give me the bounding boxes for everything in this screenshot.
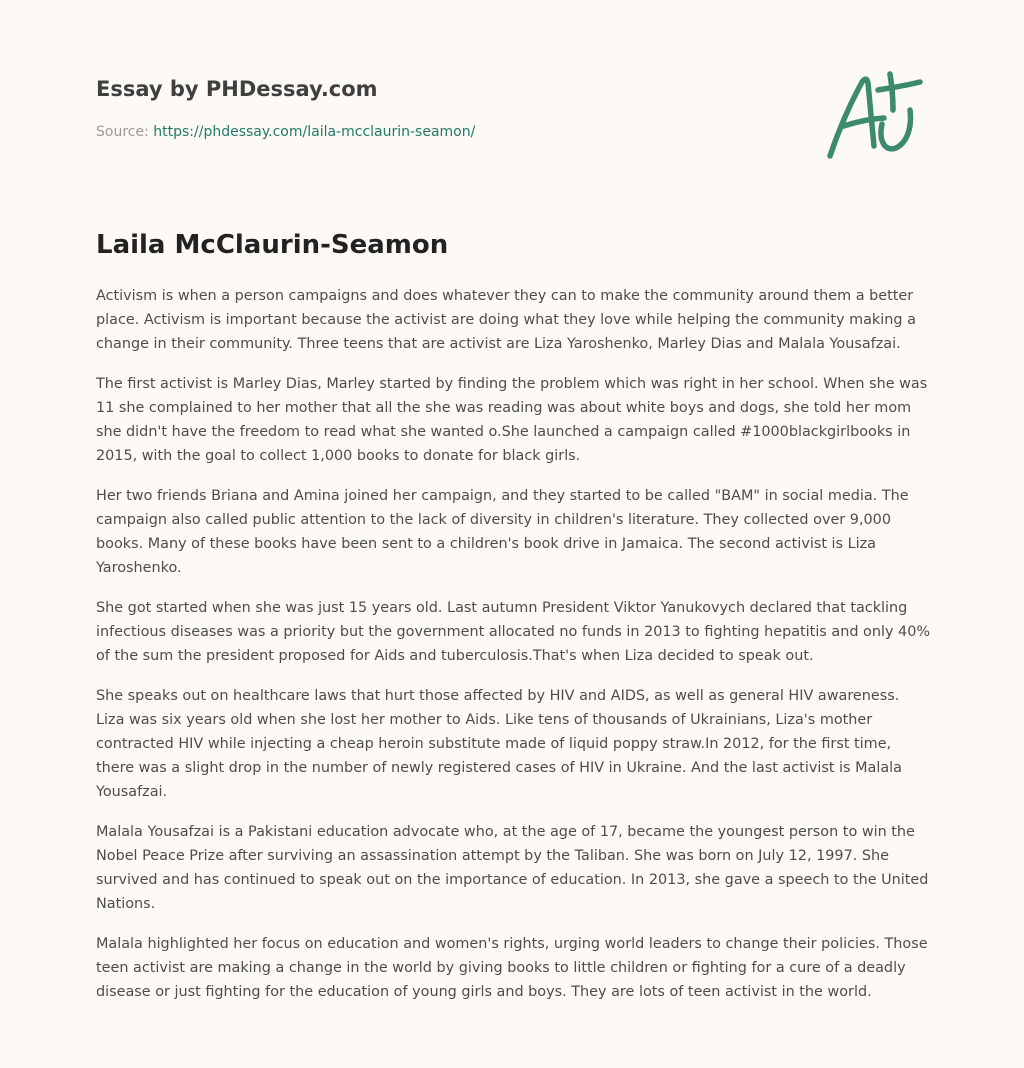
essay-title: Laila McClaurin-Seamon	[96, 230, 449, 260]
paragraph: Activism is when a person campaigns and does whatever they can to make the community around them a better place. Activism is important because the activist are doing what they love while helping the community making a change in their community. Three teens that are activist are Liza Yaroshenko, Marley Dias and Malala Yousafzai.	[96, 288, 916, 352]
essay-header	[96, 74, 926, 142]
paragraph: She got started when she was just 15 years old. Last autumn President Viktor Yanukovych declared that tackling infectious diseases was a priority but the government allocated no funds in 2013 to fighting hepatitis and only 40% of the sum the president proposed for Aids and tuberculosis.That's when Liza decided to speak out.	[96, 600, 931, 664]
paragraph: The first activist is Marley Dias, Marley started by finding the problem which was right in her school. When she was 11 she complained to her mother that all the she was reading was about white boys and dogs, she told her mom she didn't have the freedom to read what she wanted o.She launched a campaign called #1000blackgirlbooks in 2015, with the goal to collect 1,000 books to donate for black girls.	[96, 376, 928, 464]
essay-body	[96, 284, 932, 1020]
source-link[interactable]: https://phdessay.com/laila-mcclaurin-seamon/	[153, 124, 476, 140]
source-line	[96, 122, 926, 142]
paragraph: Malala Yousafzai is a Pakistani education advocate who, at the age of 17, became the youngest person to win the Nobel Peace Prize after surviving an assassination attempt by the Taliban. She was born on July 12, 1997. She survived and has continued to speak out on the importance of education. In 2013, she gave a speech to the United Nations.	[96, 824, 929, 912]
source-label: Source:	[96, 124, 149, 140]
a-plus-grade-logo-icon	[822, 66, 928, 166]
paragraph: Her two friends Briana and Amina joined her campaign, and they started to be called "BAM" in social media. The campaign also called public attention to the lack of diversity in children's literature. They collected over 9,000 books. Many of these books have been sent to a children's book drive in Jamaica. The second activist is Liza Yaroshenko.	[96, 488, 909, 576]
site-brand: Essay by PHDessay.com	[96, 77, 378, 101]
paragraph: Malala highlighted her focus on education and women's rights, urging world leaders to change their policies. Those teen activist are making a change in the world by giving books to little children or fighting for a cure of a deadly disease or just fighting for the education of young girls and boys. They are lots of teen activist in the world.	[96, 936, 928, 1000]
paragraph: She speaks out on healthcare laws that hurt those affected by HIV and AIDS, as well as general HIV awareness. Liza was six years old when she lost her mother to Aids. Like tens of thousands of Ukrainians, Liza's mother contracted HIV while injecting a cheap heroin substitute made of liquid poppy straw.In 2012, for the first time, there was a slight drop in the number of newly registered cases of HIV in Ukraine. And the last activist is Malala Yousafzai.	[96, 688, 902, 800]
